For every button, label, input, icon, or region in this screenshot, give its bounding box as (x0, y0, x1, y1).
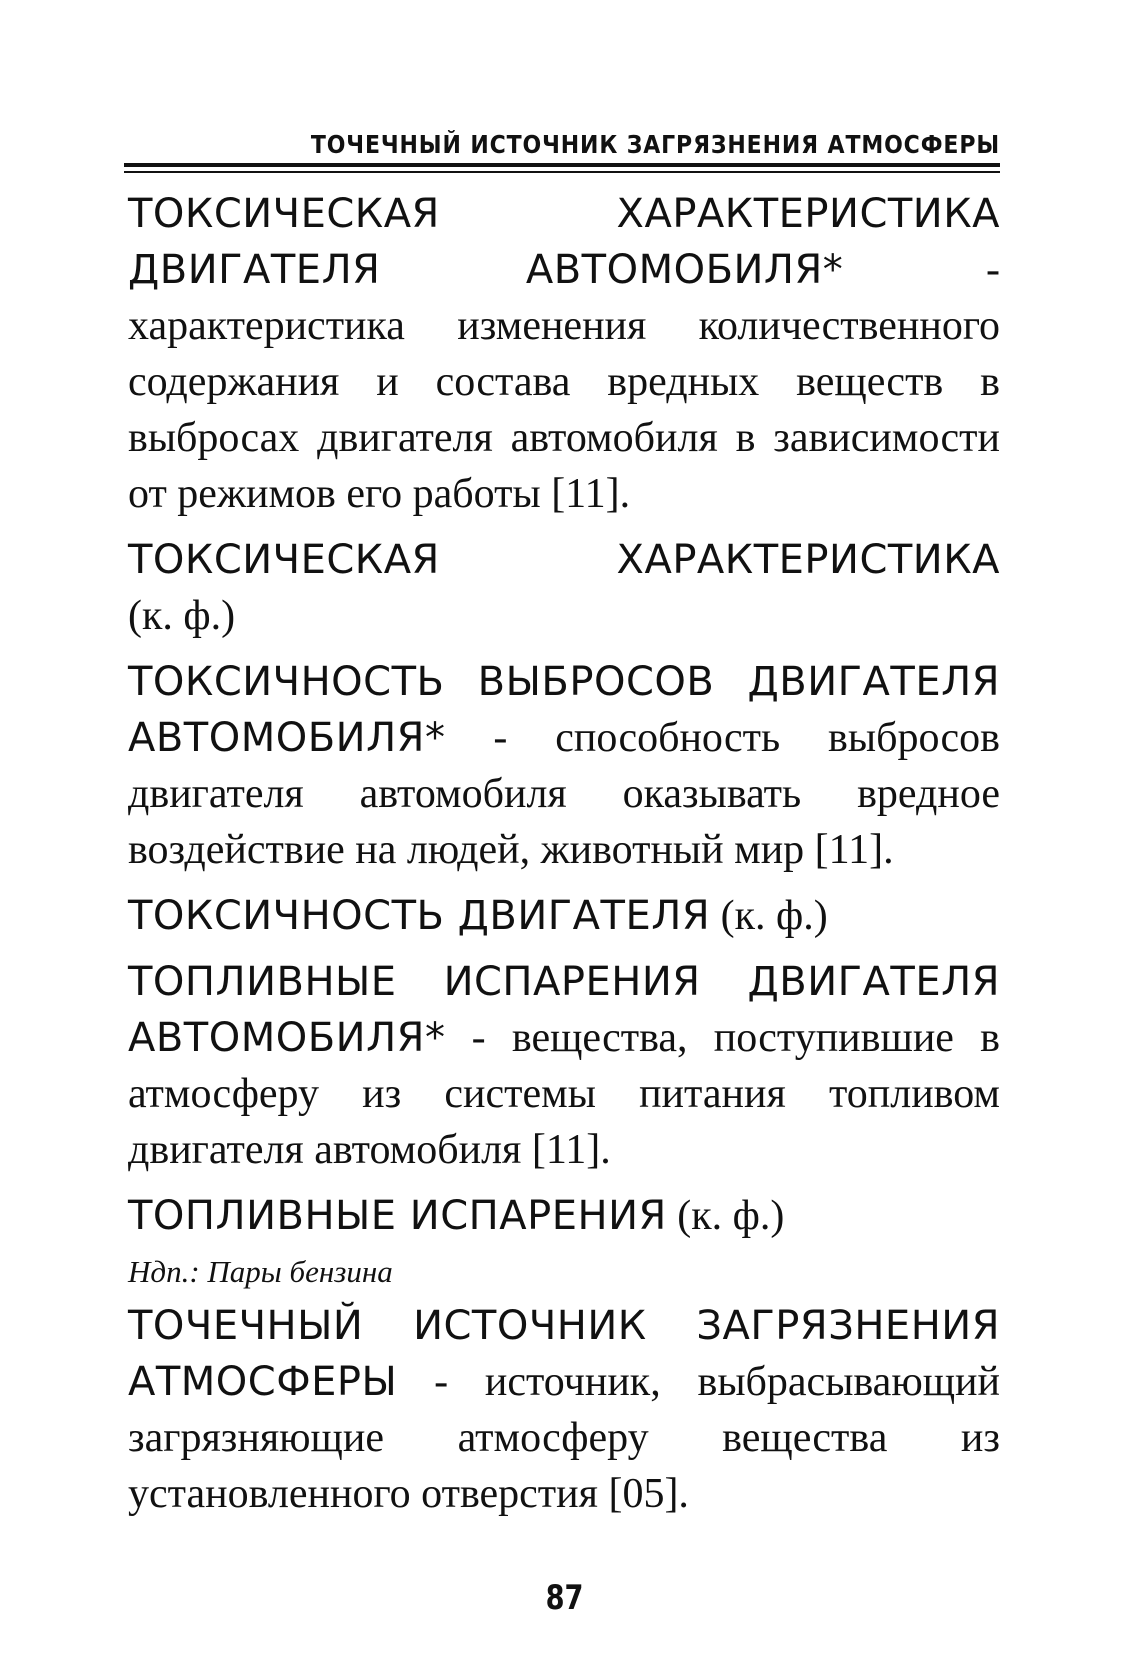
dictionary-entry (128, 888, 1000, 944)
dictionary-entry (128, 1298, 1000, 1522)
dictionary-entry (128, 532, 1000, 644)
term-line (128, 186, 1000, 242)
entry-term-part: ТОКСИЧЕСКАЯ (128, 191, 440, 237)
usage-note: Ндп.: Пары бензина (128, 1254, 393, 1289)
entry-term-part: ТОКСИЧЕСКАЯ (128, 537, 440, 583)
entry-body (128, 588, 1000, 644)
entry-term: ТОПЛИВНЫЕ ИСПАРЕНИЯ ДВИГАТЕЛЯ АВТОМОБИЛЯ* (128, 959, 1000, 1061)
dictionary-entry (128, 1188, 1000, 1244)
entry-definition: - способность выбросов двигателя автомобиля оказывать вредное воздействие на людей, животный мир [11]. (128, 715, 1000, 873)
term-line (128, 532, 1000, 588)
entry-term: ТОКСИЧНОСТЬ ВЫБРОСОВ ДВИГАТЕЛЯ АВТОМОБИЛЯ* (128, 659, 1000, 761)
entry-term-part: ХАРАКТЕРИСТИКА (616, 191, 1000, 237)
entry-term-part: ХАРАКТЕРИСТИКА (616, 537, 1000, 583)
entry-definition: - источник, выбрасывающий загрязняющие атмосферу вещества из установленного отверстия [05]. (128, 1359, 1000, 1517)
cross-reference: (к. ф.) (710, 893, 828, 939)
entry-term-part: ДВИГАТЕЛЯ АВТОМОБИЛЯ* (128, 247, 844, 293)
entry-term: ТОЧЕЧНЫЙ ИСТОЧНИК ЗАГРЯЗНЕНИЯ АТМОСФЕРЫ (128, 1303, 1000, 1405)
cross-reference: (к. ф.) (128, 593, 236, 639)
entry-term: ТОКСИЧНОСТЬ ДВИГАТЕЛЯ (128, 893, 711, 939)
page-number: 87 (545, 1578, 584, 1618)
entry-body (128, 242, 1000, 522)
header-rule-thick (124, 163, 1000, 167)
dictionary-entries (128, 186, 1000, 1522)
entry-term: ТОПЛИВНЫЕ ИСПАРЕНИЯ (128, 1193, 667, 1239)
dictionary-entry (128, 954, 1000, 1178)
header-rule-thin (124, 171, 1000, 173)
entry-definition: - характеристика изменения количественного содержания и состава вредных веществ в выбросах двигателя автомобиля в зависимости от режимов его работы [11]. (128, 247, 1000, 517)
dictionary-entry (128, 186, 1000, 522)
cross-reference: (к. ф.) (666, 1193, 785, 1239)
entry-definition: - вещества, поступившие в атмосферу из системы питания топливом двигателя автомобиля [11]. (128, 1015, 1000, 1173)
dictionary-entry (128, 654, 1000, 878)
running-head: ТОЧЕЧНЫЙ ИСТОЧНИК ЗАГРЯЗНЕНИЯ АТМОСФЕРЫ (310, 130, 1000, 159)
